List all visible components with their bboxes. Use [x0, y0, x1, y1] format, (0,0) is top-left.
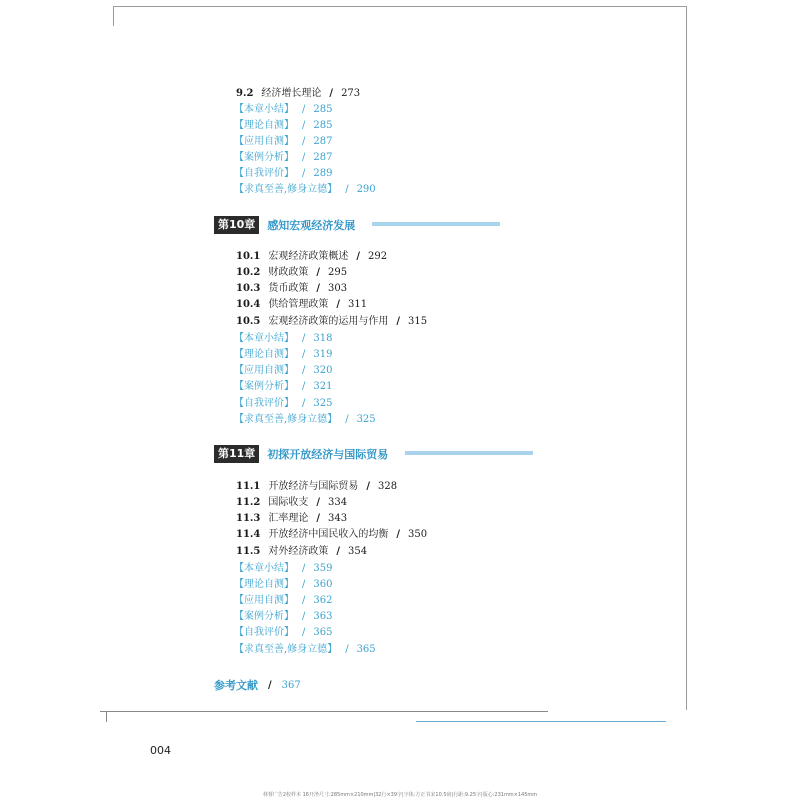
chapter-badge: 第11章: [214, 445, 259, 463]
entry-page: 303: [328, 283, 348, 294]
bottom-accent-rule: [416, 721, 666, 722]
slash-separator: /: [302, 349, 306, 360]
entry-number: 10.2: [236, 267, 261, 278]
slash-separator: /: [302, 611, 306, 622]
slash-separator: /: [302, 579, 306, 590]
extra-title: 【案例分析】: [234, 611, 294, 622]
extra-page: 289: [313, 168, 333, 179]
extra-page: 365: [313, 627, 333, 638]
toc-extra[interactable]: [234, 626, 332, 640]
entry-page: 273: [341, 88, 361, 99]
entry-title: 宏观经济政策的运用与作用: [268, 316, 389, 327]
entry-number: 11.5: [236, 546, 261, 557]
crop-frame-left: [113, 6, 114, 26]
extra-page: 321: [313, 381, 333, 392]
slash-separator: /: [345, 644, 349, 655]
toc-entry-11-2[interactable]: [236, 496, 347, 510]
slash-separator: /: [302, 398, 306, 409]
extra-title: 【应用自测】: [234, 365, 294, 376]
slash-separator: /: [345, 184, 349, 195]
entry-title: 供给管理政策: [268, 299, 329, 310]
entry-page: 295: [328, 267, 348, 278]
extra-page: 359: [313, 563, 333, 574]
crop-frame-right: [686, 6, 687, 710]
slash-separator: /: [268, 679, 272, 691]
page-number: 004: [150, 744, 171, 757]
slash-separator: /: [302, 563, 306, 574]
extra-page: 287: [313, 136, 333, 147]
extra-title: 【本章小结】: [234, 333, 294, 344]
slash-separator: /: [302, 381, 306, 392]
entry-page: 311: [348, 299, 368, 310]
chapter-badge: 第10章: [214, 216, 259, 234]
entry-number: 11.2: [236, 497, 261, 508]
crop-frame-top: [113, 6, 687, 7]
slash-separator: /: [302, 104, 306, 115]
entry-title: 汇率理论: [268, 513, 309, 524]
entry-number: 11.1: [236, 481, 261, 492]
toc-extra[interactable]: [234, 413, 376, 427]
toc-extra[interactable]: [234, 135, 332, 149]
chapter-decor-bar: [405, 451, 533, 455]
extra-title: 【应用自测】: [234, 595, 294, 606]
entry-page: 350: [408, 529, 428, 540]
references-entry[interactable]: [214, 677, 301, 693]
entry-number: 11.3: [236, 513, 261, 524]
entry-page: 343: [328, 513, 348, 524]
toc-extra[interactable]: [234, 380, 332, 394]
slash-separator: /: [316, 513, 321, 524]
slash-separator: /: [336, 546, 341, 557]
slash-separator: /: [316, 497, 321, 508]
extra-page: 362: [313, 595, 333, 606]
toc-extra[interactable]: [234, 151, 332, 165]
slash-separator: /: [302, 152, 306, 163]
slash-separator: /: [356, 251, 361, 262]
extra-page: 365: [356, 644, 376, 655]
print-spec-note: 林督广告2校样本 16开净尺寸:285mm×210mm|32行×39字|字体:方正书宋10.5磅|行距:9.25字|版心:231mm×145mm: [262, 792, 538, 798]
extra-title: 【求真至善,修身立德】: [234, 184, 338, 195]
entry-title: 财政政策: [268, 267, 309, 278]
toc-entry-11-1[interactable]: [236, 480, 397, 494]
extra-title: 【求真至善,修身立德】: [234, 644, 338, 655]
toc-extra[interactable]: [234, 610, 332, 624]
slash-separator: /: [302, 333, 306, 344]
extra-page: 285: [313, 104, 333, 115]
slash-separator: /: [302, 365, 306, 376]
extra-title: 【案例分析】: [234, 152, 294, 163]
extra-title: 【自我评价】: [234, 398, 294, 409]
extra-title: 【自我评价】: [234, 168, 294, 179]
entry-page: 334: [328, 497, 348, 508]
slash-separator: /: [316, 283, 321, 294]
toc-entry-10-3[interactable]: [236, 282, 347, 296]
entry-page: 292: [368, 251, 388, 262]
slash-separator: /: [345, 414, 349, 425]
toc-entry-10-1[interactable]: [236, 250, 387, 264]
toc-extra[interactable]: [234, 332, 332, 346]
extra-page: 360: [313, 579, 333, 590]
extra-page: 320: [313, 365, 333, 376]
bottom-rule: [100, 711, 548, 712]
toc-entry-10-2[interactable]: [236, 266, 347, 280]
extra-title: 【理论自测】: [234, 579, 294, 590]
toc-entry-11-4[interactable]: [236, 528, 427, 542]
entry-number: 10.4: [236, 299, 261, 310]
slash-separator: /: [302, 136, 306, 147]
toc-entry-11-3[interactable]: [236, 512, 347, 526]
toc-extra[interactable]: [234, 103, 332, 117]
entry-title: 对外经济政策: [268, 546, 329, 557]
toc-extra[interactable]: [234, 594, 332, 608]
chapter-heading-11[interactable]: [214, 445, 388, 463]
slash-separator: /: [366, 481, 371, 492]
extra-page: 325: [313, 398, 333, 409]
entry-page: 354: [348, 546, 368, 557]
toc-entry-10-5[interactable]: [236, 315, 427, 329]
extra-title: 【本章小结】: [234, 104, 294, 115]
entry-title: 国际收支: [268, 497, 309, 508]
extra-title: 【理论自测】: [234, 349, 294, 360]
slash-separator: /: [336, 299, 341, 310]
toc-extra[interactable]: [234, 348, 332, 362]
chapter-title: 初探开放经济与国际贸易: [267, 448, 389, 461]
extra-title: 【本章小结】: [234, 563, 294, 574]
extra-title: 【应用自测】: [234, 136, 294, 147]
chapter-heading-10[interactable]: [214, 216, 355, 234]
extra-title: 【自我评价】: [234, 627, 294, 638]
entry-title: 宏观经济政策概述: [268, 251, 349, 262]
toc-extra[interactable]: [234, 167, 332, 181]
toc-entry-10-4[interactable]: [236, 298, 367, 312]
toc-extra[interactable]: [234, 364, 332, 378]
entry-title: 开放经济与国际贸易: [268, 481, 359, 492]
crop-mark: [106, 712, 107, 722]
extra-page: 325: [356, 414, 376, 425]
entry-number: 10.1: [236, 251, 261, 262]
entry-number: 10.5: [236, 316, 261, 327]
extra-title: 【求真至善,修身立德】: [234, 414, 338, 425]
toc-extra[interactable]: [234, 397, 332, 411]
extra-page: 318: [313, 333, 333, 344]
extra-title: 【理论自测】: [234, 120, 294, 131]
toc-extra[interactable]: [234, 183, 376, 197]
entry-title: 经济增长理论: [261, 88, 322, 99]
entry-number: 10.3: [236, 283, 261, 294]
extra-page: 285: [313, 120, 333, 131]
entry-title: 货币政策: [268, 283, 309, 294]
toc-extra[interactable]: [234, 578, 332, 592]
extra-page: 287: [313, 152, 333, 163]
entry-title: 开放经济中国民收入的均衡: [268, 529, 389, 540]
entry-page: 315: [408, 316, 428, 327]
slash-separator: /: [302, 168, 306, 179]
entry-number: 9.2: [236, 88, 254, 99]
extra-page: 363: [313, 611, 333, 622]
extra-page: 319: [313, 349, 333, 360]
entry-page: 328: [378, 481, 398, 492]
slash-separator: /: [329, 88, 334, 99]
extra-page: 290: [356, 184, 376, 195]
references-page: 367: [281, 679, 301, 691]
toc-entry-9-2[interactable]: [236, 87, 360, 101]
slash-separator: /: [396, 316, 401, 327]
toc-entry-11-5[interactable]: [236, 545, 367, 559]
toc-extra[interactable]: [234, 562, 332, 576]
toc-extra[interactable]: [234, 119, 332, 133]
references-title: 参考文献: [214, 679, 258, 692]
slash-separator: /: [302, 627, 306, 638]
slash-separator: /: [316, 267, 321, 278]
chapter-decor-bar: [372, 222, 500, 226]
slash-separator: /: [396, 529, 401, 540]
slash-separator: /: [302, 595, 306, 606]
entry-number: 11.4: [236, 529, 261, 540]
extra-title: 【案例分析】: [234, 381, 294, 392]
slash-separator: /: [302, 120, 306, 131]
chapter-title: 感知宏观经济发展: [267, 219, 356, 232]
toc-extra[interactable]: [234, 643, 376, 657]
